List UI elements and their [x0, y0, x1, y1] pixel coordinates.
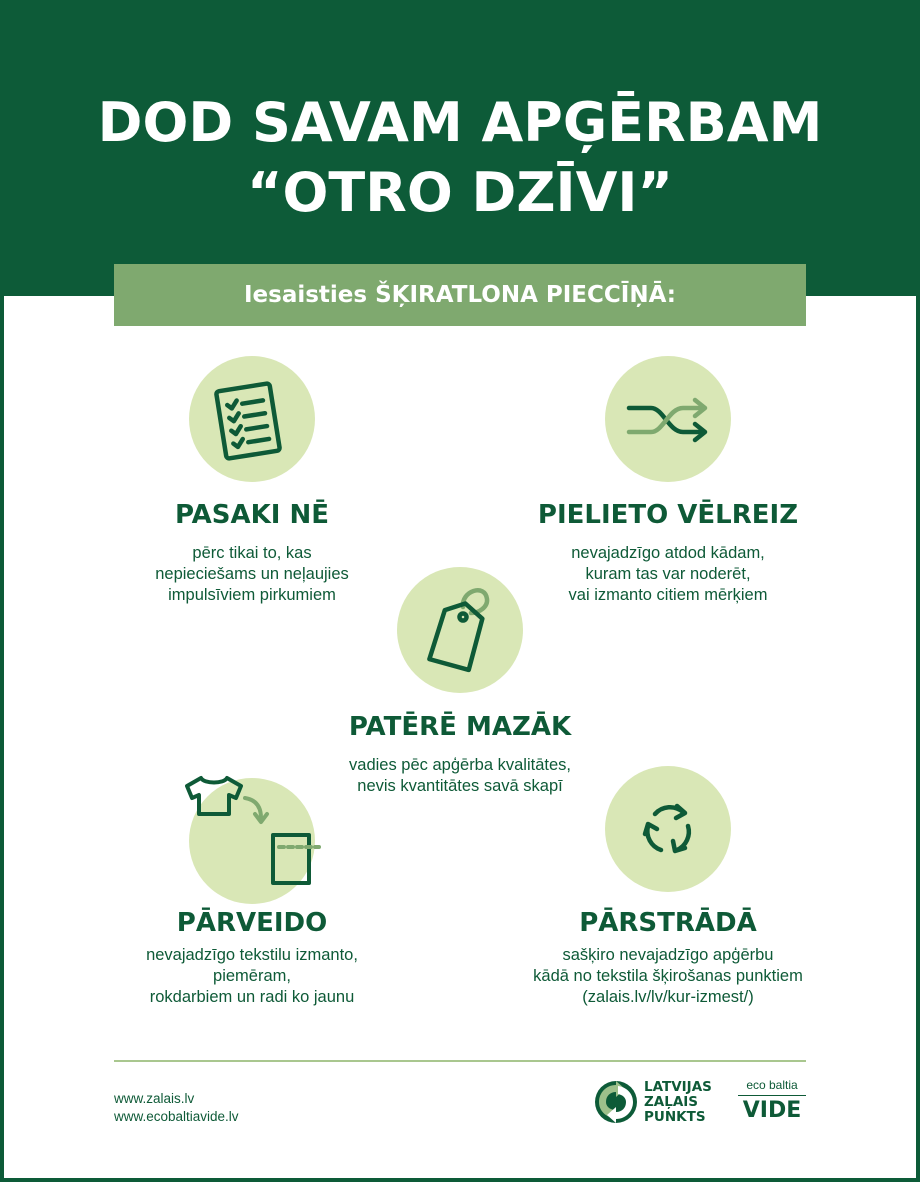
footer-divider	[114, 1060, 806, 1062]
price-tag-icon-circle	[397, 567, 523, 693]
step-title-consume-less: PATĒRĒ MAZĀK	[348, 712, 572, 742]
latvijas-zalais-punkts-logo	[594, 1080, 724, 1128]
recycle-arrows-icon-circle	[605, 766, 731, 892]
step-title-transform: PĀRVEIDO	[176, 908, 328, 938]
link-ecobaltiavide[interactable]: www.ecobaltiavide.lv	[114, 1109, 239, 1124]
step-title-say-no: PASAKI NĒ	[174, 500, 330, 530]
shuffle-arrows-icon	[605, 356, 731, 482]
eco-baltia-vide-logo	[738, 1078, 806, 1128]
checklist-icon-circle	[189, 356, 315, 482]
price-tag-icon	[397, 567, 523, 693]
tshirt-to-fabric-icon	[189, 778, 329, 904]
step-desc-say-no: pērc tikai to, kas nepieciešams un neļaujies impulsīviem pirkumiem	[155, 544, 349, 604]
step-desc-recycle: sašķiro nevajadzīgo apģērbu kādā no tekstila šķirošanas punktiem (zalais.lv/lv/kur-izmest/)	[533, 946, 803, 1006]
step-title-reuse: PIELIETO VĒLREIZ	[537, 500, 799, 530]
shuffle-arrows-icon-circle	[605, 356, 731, 482]
step-desc-consume-less: vadies pēc apģērba kvalitātes, nevis kvantitātes savā skapī	[349, 756, 571, 795]
title-line-2: “OTRO DZĪVI”	[247, 161, 673, 224]
lzp-logo-text: LATVIJAS ZAĻAIS PUNKTS	[644, 1079, 712, 1125]
green-dot-logo-icon	[594, 1080, 638, 1124]
step-title-recycle: PĀRSTRĀDĀ	[579, 908, 757, 938]
step-desc-transform: nevajadzīgo tekstilu izmanto, piemēram, rokdarbiem un radi ko jaunu	[146, 946, 358, 1006]
eco-logo-rule	[738, 1095, 806, 1096]
banner: Iesaisties ŠĶIRATLONA PIECCĪŅĀ:	[114, 264, 806, 326]
step-desc-reuse: nevajadzīgo atdod kādam, kuram tas var noderēt, vai izmanto citiem mērķiem	[568, 544, 768, 604]
page-title	[0, 88, 920, 228]
title-line-1: DOD SAVAM APĢĒRBAM	[97, 91, 823, 154]
checklist-icon	[189, 356, 315, 482]
recycle-arrows-icon	[605, 766, 731, 892]
tshirt-to-fabric-icon-circle	[189, 778, 315, 904]
eco-logo-bottom: VIDE	[742, 1098, 802, 1123]
link-zalais[interactable]: www.zalais.lv	[114, 1091, 195, 1106]
footer-links	[114, 1090, 239, 1126]
eco-logo-top: eco baltia	[746, 1078, 798, 1092]
